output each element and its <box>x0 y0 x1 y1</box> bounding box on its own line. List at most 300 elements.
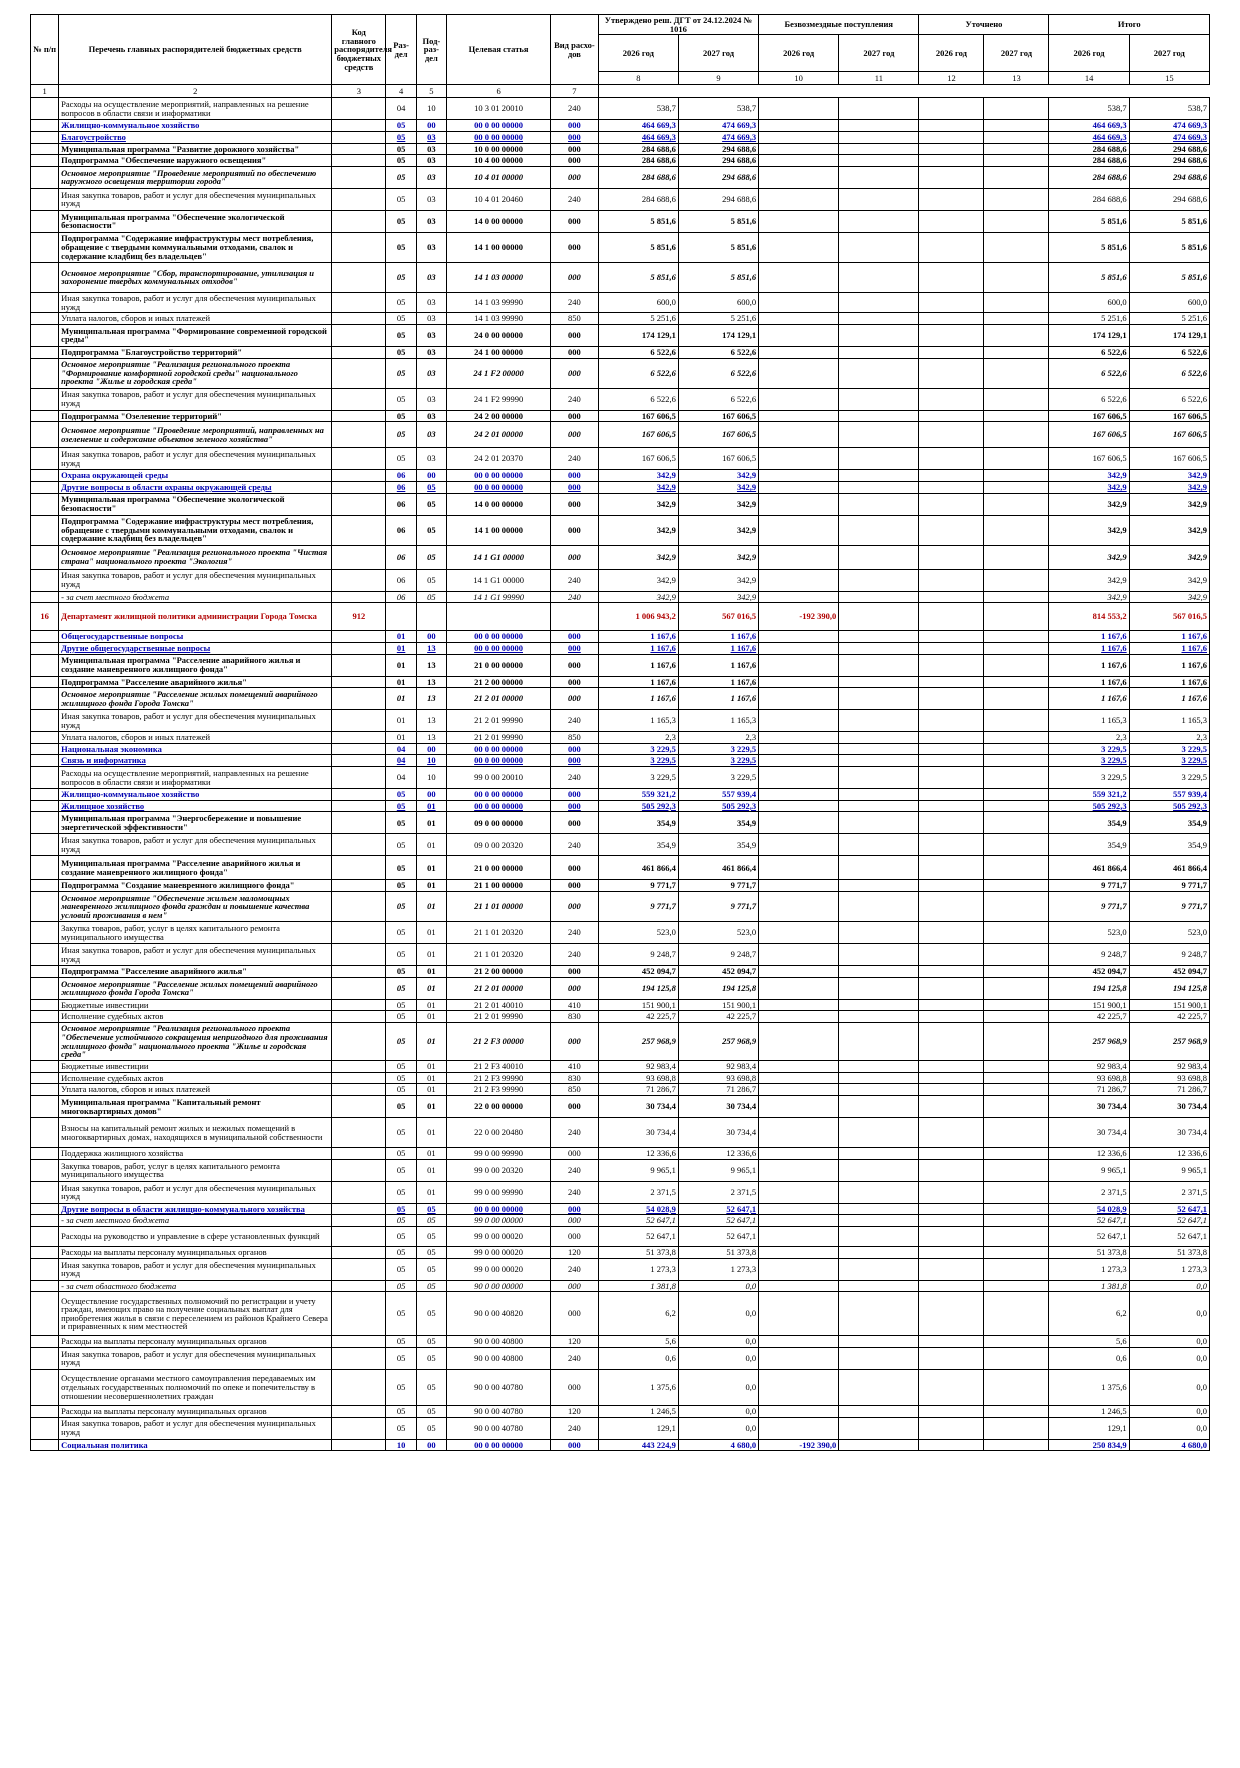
row-number <box>31 1118 59 1148</box>
row-total-2027: 342,9 <box>1129 470 1209 482</box>
row-target-article: 90 0 00 00000 <box>447 1280 551 1292</box>
row-free-2027 <box>839 1023 919 1061</box>
row-total-2027: 3 229,5 <box>1129 755 1209 767</box>
row-free-2026 <box>759 515 839 545</box>
th-group-clarified: Уточнено <box>919 15 1049 35</box>
row-clarified-2027 <box>984 834 1049 856</box>
row-podrazdel: 03 <box>416 188 446 210</box>
row-clarified-2027 <box>984 1215 1049 1227</box>
row-name: Расходы на выплаты персоналу муниципальных органов <box>59 1405 332 1417</box>
row-clarified-2026 <box>919 755 984 767</box>
row-free-2027 <box>839 922 919 944</box>
row-razdel: 05 <box>386 358 416 388</box>
row-name: Расходы на выплаты персоналу муниципальных органов <box>59 1336 332 1348</box>
row-total-2026: 6 522,6 <box>1049 346 1129 358</box>
row-total-2026: 3 229,5 <box>1049 767 1129 789</box>
document-page <box>0 14 1240 1768</box>
row-code <box>332 1096 386 1118</box>
row-code <box>332 688 386 710</box>
row-free-2026 <box>759 188 839 210</box>
row-clarified-2026 <box>919 1181 984 1203</box>
table-row <box>31 358 1210 388</box>
row-approved-2027: 1 167,6 <box>678 631 758 643</box>
row-free-2027 <box>839 732 919 744</box>
row-clarified-2027 <box>984 155 1049 167</box>
row-target-article: 21 2 F3 99990 <box>447 1072 551 1084</box>
row-approved-2027: 0,0 <box>678 1347 758 1369</box>
row-razdel: 05 <box>386 834 416 856</box>
row-total-2027: 1 273,3 <box>1129 1258 1209 1280</box>
row-number <box>31 422 59 448</box>
row-approved-2026: 51 373,8 <box>598 1247 678 1259</box>
row-clarified-2027 <box>984 688 1049 710</box>
row-name: Закупка товаров, работ, услуг в целях капитального ремонта муниципального имущества <box>59 1159 332 1181</box>
row-name: Жилищное хозяйство <box>59 800 332 812</box>
row-free-2027 <box>839 710 919 732</box>
row-razdel: 05 <box>386 1118 416 1148</box>
row-approved-2026: 52 647,1 <box>598 1227 678 1247</box>
row-clarified-2027 <box>984 1417 1049 1439</box>
row-clarified-2026 <box>919 120 984 132</box>
row-approved-2027: 174 129,1 <box>678 324 758 346</box>
row-razdel: 05 <box>386 1292 416 1336</box>
row-approved-2026: 3 229,5 <box>598 743 678 755</box>
row-target-article: 00 0 00 00000 <box>447 789 551 801</box>
row-target-article: 90 0 00 40820 <box>447 1292 551 1336</box>
row-target-article: 99 0 00 20010 <box>447 767 551 789</box>
row-expense-type: 000 <box>551 1227 599 1247</box>
row-number <box>31 1405 59 1417</box>
row-total-2026: 5,6 <box>1049 1336 1129 1348</box>
row-free-2027 <box>839 800 919 812</box>
row-code <box>332 1292 386 1336</box>
row-total-2026: 42 225,7 <box>1049 1011 1129 1023</box>
row-expense-type: 000 <box>551 410 599 422</box>
row-name: Иная закупка товаров, работ и услуг для обеспечения муниципальных нужд <box>59 834 332 856</box>
row-free-2027 <box>839 676 919 688</box>
table-row <box>31 892 1210 922</box>
row-approved-2027: 354,9 <box>678 812 758 834</box>
row-podrazdel: 03 <box>416 388 446 410</box>
table-row <box>31 977 1210 999</box>
row-number <box>31 1061 59 1073</box>
row-clarified-2026 <box>919 767 984 789</box>
row-approved-2027: 342,9 <box>678 591 758 603</box>
row-clarified-2026 <box>919 1247 984 1259</box>
row-approved-2026: 1 246,5 <box>598 1405 678 1417</box>
row-code <box>332 944 386 966</box>
row-total-2027: 42 225,7 <box>1129 1011 1209 1023</box>
table-row <box>31 1084 1210 1096</box>
row-razdel: 05 <box>386 944 416 966</box>
row-podrazdel: 05 <box>416 1369 446 1405</box>
row-podrazdel: 10 <box>416 755 446 767</box>
row-approved-2027: 167 606,5 <box>678 410 758 422</box>
row-total-2027: 5 851,6 <box>1129 210 1209 232</box>
row-free-2027 <box>839 346 919 358</box>
row-code <box>332 789 386 801</box>
row-free-2027 <box>839 743 919 755</box>
row-code <box>332 1227 386 1247</box>
row-code <box>332 812 386 834</box>
row-free-2026 <box>759 999 839 1011</box>
row-clarified-2027 <box>984 1023 1049 1061</box>
row-total-2027: 194 125,8 <box>1129 977 1209 999</box>
row-clarified-2027 <box>984 292 1049 312</box>
row-code <box>332 1280 386 1292</box>
row-free-2026 <box>759 346 839 358</box>
row-number <box>31 1148 59 1160</box>
row-clarified-2027 <box>984 324 1049 346</box>
table-row <box>31 834 1210 856</box>
row-free-2027 <box>839 1280 919 1292</box>
th-group-free: Безвозмездные поступления <box>759 15 919 35</box>
row-expense-type: 000 <box>551 880 599 892</box>
row-total-2027: 1 167,6 <box>1129 631 1209 643</box>
row-free-2027 <box>839 755 919 767</box>
row-number <box>31 1336 59 1348</box>
row-approved-2026: 5 851,6 <box>598 262 678 292</box>
row-target-article: 00 0 00 00000 <box>447 470 551 482</box>
row-target-article: 99 0 00 20320 <box>447 1159 551 1181</box>
row-free-2027 <box>839 591 919 603</box>
row-code <box>332 1023 386 1061</box>
row-free-2026 <box>759 1061 839 1073</box>
row-number <box>31 966 59 978</box>
row-approved-2026: 167 606,5 <box>598 410 678 422</box>
row-podrazdel: 05 <box>416 569 446 591</box>
row-total-2026: 194 125,8 <box>1049 977 1129 999</box>
row-expense-type: 000 <box>551 324 599 346</box>
row-total-2026: 0,6 <box>1049 1347 1129 1369</box>
row-clarified-2027 <box>984 1148 1049 1160</box>
colnum-8: 8 <box>598 72 678 85</box>
row-name: Расходы на выплаты персоналу муниципальных органов <box>59 1247 332 1259</box>
table-row <box>31 1369 1210 1405</box>
row-target-article: 24 0 00 00000 <box>447 324 551 346</box>
row-free-2026 <box>759 1280 839 1292</box>
row-clarified-2026 <box>919 313 984 325</box>
row-name: Муниципальная программа "Обеспечение экологической безопасности" <box>59 493 332 515</box>
row-razdel: 05 <box>386 1417 416 1439</box>
row-approved-2026: 194 125,8 <box>598 977 678 999</box>
row-expense-type: 000 <box>551 755 599 767</box>
row-approved-2026: 6 522,6 <box>598 388 678 410</box>
row-clarified-2026 <box>919 591 984 603</box>
row-razdel: 05 <box>386 1369 416 1405</box>
row-free-2026 <box>759 977 839 999</box>
row-podrazdel: 01 <box>416 1148 446 1160</box>
row-podrazdel: 13 <box>416 688 446 710</box>
row-clarified-2026 <box>919 545 984 569</box>
row-podrazdel: 05 <box>416 591 446 603</box>
row-approved-2027: 1 165,3 <box>678 710 758 732</box>
row-approved-2027: 523,0 <box>678 922 758 944</box>
row-free-2026 <box>759 631 839 643</box>
row-clarified-2027 <box>984 999 1049 1011</box>
row-total-2026: 5 851,6 <box>1049 210 1129 232</box>
row-free-2027 <box>839 966 919 978</box>
row-total-2027: 51 373,8 <box>1129 1247 1209 1259</box>
row-clarified-2027 <box>984 767 1049 789</box>
row-code <box>332 262 386 292</box>
row-total-2027: 6 522,6 <box>1129 388 1209 410</box>
row-expense-type: 830 <box>551 1072 599 1084</box>
row-expense-type: 240 <box>551 944 599 966</box>
row-expense-type: 000 <box>551 232 599 262</box>
row-clarified-2027 <box>984 131 1049 143</box>
row-code <box>332 313 386 325</box>
row-approved-2027: 5 851,6 <box>678 210 758 232</box>
row-clarified-2026 <box>919 232 984 262</box>
row-approved-2027: 5 851,6 <box>678 262 758 292</box>
row-name: Жилищно-коммунальное хозяйство <box>59 120 332 132</box>
row-target-article: 14 1 03 00000 <box>447 262 551 292</box>
row-free-2026 <box>759 1215 839 1227</box>
row-total-2026: 284 688,6 <box>1049 188 1129 210</box>
row-number <box>31 880 59 892</box>
row-total-2027: 4 680,0 <box>1129 1439 1209 1451</box>
row-total-2026: 2 371,5 <box>1049 1181 1129 1203</box>
row-approved-2027: 557 939,4 <box>678 789 758 801</box>
row-expense-type: 000 <box>551 131 599 143</box>
table-row <box>31 732 1210 744</box>
row-code <box>332 143 386 155</box>
row-clarified-2026 <box>919 1084 984 1096</box>
row-total-2026: 505 292,3 <box>1049 800 1129 812</box>
row-name: - за счет местного бюджета <box>59 591 332 603</box>
budget-table <box>30 14 1210 1451</box>
row-total-2027: 30 734,4 <box>1129 1118 1209 1148</box>
row-number <box>31 1096 59 1118</box>
row-podrazdel: 03 <box>416 166 446 188</box>
row-total-2027: 167 606,5 <box>1129 410 1209 422</box>
row-clarified-2027 <box>984 1181 1049 1203</box>
row-target-article: 14 0 00 00000 <box>447 210 551 232</box>
row-code <box>332 493 386 515</box>
row-approved-2026: 443 224,9 <box>598 1439 678 1451</box>
row-razdel <box>386 603 416 631</box>
row-number <box>31 800 59 812</box>
row-number <box>31 481 59 493</box>
row-clarified-2027 <box>984 800 1049 812</box>
row-approved-2027: 342,9 <box>678 481 758 493</box>
th-approved-2026: 2026 год <box>598 35 678 72</box>
row-name: Муниципальная программа "Капитальный ремонт многоквартирных домов" <box>59 1096 332 1118</box>
table-row <box>31 470 1210 482</box>
row-total-2027: 93 698,8 <box>1129 1072 1209 1084</box>
row-approved-2027: 342,9 <box>678 493 758 515</box>
row-clarified-2026 <box>919 892 984 922</box>
row-expense-type: 240 <box>551 1181 599 1203</box>
row-free-2027 <box>839 1203 919 1215</box>
th-clarified-2026: 2026 год <box>919 35 984 72</box>
row-clarified-2026 <box>919 1215 984 1227</box>
row-code <box>332 210 386 232</box>
row-code <box>332 1148 386 1160</box>
table-row <box>31 1417 1210 1439</box>
row-free-2027 <box>839 856 919 880</box>
row-razdel: 05 <box>386 1203 416 1215</box>
row-total-2027: 294 688,6 <box>1129 155 1209 167</box>
row-code <box>332 1347 386 1369</box>
row-expense-type: 240 <box>551 922 599 944</box>
row-razdel: 06 <box>386 493 416 515</box>
row-free-2027 <box>839 210 919 232</box>
row-code <box>332 358 386 388</box>
row-approved-2027: 567 016,5 <box>678 603 758 631</box>
row-total-2027: 5 251,6 <box>1129 313 1209 325</box>
row-free-2026 <box>759 800 839 812</box>
row-total-2027: 505 292,3 <box>1129 800 1209 812</box>
row-free-2026 <box>759 1181 839 1203</box>
row-name: Подпрограмма "Создание маневренного жилищного фонда" <box>59 880 332 892</box>
row-free-2027 <box>839 688 919 710</box>
row-podrazdel: 10 <box>416 98 446 120</box>
row-code <box>332 1258 386 1280</box>
row-clarified-2026 <box>919 481 984 493</box>
row-code <box>332 880 386 892</box>
row-clarified-2026 <box>919 732 984 744</box>
row-clarified-2027 <box>984 966 1049 978</box>
row-podrazdel: 13 <box>416 642 446 654</box>
row-expense-type: 120 <box>551 1247 599 1259</box>
row-number <box>31 166 59 188</box>
table-row <box>31 1347 1210 1369</box>
row-expense-type: 120 <box>551 1405 599 1417</box>
row-free-2026 <box>759 481 839 493</box>
row-expense-type: 000 <box>551 676 599 688</box>
th-total-2027: 2027 год <box>1129 35 1209 72</box>
row-free-2027 <box>839 1292 919 1336</box>
table-row <box>31 493 1210 515</box>
table-row <box>31 1072 1210 1084</box>
table-row <box>31 388 1210 410</box>
row-total-2026: 538,7 <box>1049 98 1129 120</box>
colnum-4: 4 <box>386 85 416 98</box>
row-clarified-2026 <box>919 143 984 155</box>
row-free-2026 <box>759 98 839 120</box>
row-clarified-2026 <box>919 131 984 143</box>
row-name: Социальная политика <box>59 1439 332 1451</box>
row-approved-2027: 3 229,5 <box>678 767 758 789</box>
row-free-2027 <box>839 1072 919 1084</box>
row-clarified-2027 <box>984 346 1049 358</box>
row-free-2026 <box>759 470 839 482</box>
row-podrazdel: 05 <box>416 1203 446 1215</box>
row-number <box>31 1280 59 1292</box>
row-podrazdel: 01 <box>416 812 446 834</box>
table-row <box>31 800 1210 812</box>
row-clarified-2027 <box>984 591 1049 603</box>
table-row <box>31 324 1210 346</box>
row-razdel: 05 <box>386 880 416 892</box>
row-total-2026: 257 968,9 <box>1049 1023 1129 1061</box>
row-clarified-2026 <box>919 688 984 710</box>
row-free-2026 <box>759 1347 839 1369</box>
row-clarified-2027 <box>984 880 1049 892</box>
row-free-2027 <box>839 631 919 643</box>
row-name: Поддержка жилищного хозяйства <box>59 1148 332 1160</box>
row-clarified-2027 <box>984 422 1049 448</box>
row-free-2027 <box>839 1061 919 1073</box>
row-approved-2026: 167 606,5 <box>598 448 678 470</box>
row-free-2026 <box>759 410 839 422</box>
row-podrazdel: 00 <box>416 789 446 801</box>
row-total-2026: 92 983,4 <box>1049 1061 1129 1073</box>
row-free-2026 <box>759 232 839 262</box>
colnum-13: 13 <box>984 72 1049 85</box>
row-expense-type: 000 <box>551 120 599 132</box>
row-name: - за счет областного бюджета <box>59 1280 332 1292</box>
row-total-2026: 5 251,6 <box>1049 313 1129 325</box>
row-razdel: 05 <box>386 262 416 292</box>
row-free-2026 <box>759 1159 839 1181</box>
table-row <box>31 210 1210 232</box>
row-name: Подпрограмма "Содержание инфраструктуры мест потребления, обращение с твердыми коммунальными отходами, свалок и содержание кладбищ без владельцев" <box>59 515 332 545</box>
row-name: Иная закупка товаров, работ и услуг для обеспечения муниципальных нужд <box>59 448 332 470</box>
row-razdel: 04 <box>386 98 416 120</box>
row-total-2027: 0,0 <box>1129 1405 1209 1417</box>
row-clarified-2027 <box>984 603 1049 631</box>
row-expense-type: 850 <box>551 1084 599 1096</box>
row-clarified-2026 <box>919 789 984 801</box>
row-approved-2026: 284 688,6 <box>598 143 678 155</box>
row-total-2027: 3 229,5 <box>1129 767 1209 789</box>
row-podrazdel: 01 <box>416 977 446 999</box>
row-total-2027: 342,9 <box>1129 481 1209 493</box>
row-free-2026 <box>759 642 839 654</box>
table-row <box>31 676 1210 688</box>
row-podrazdel: 03 <box>416 143 446 155</box>
row-clarified-2026 <box>919 977 984 999</box>
row-free-2027 <box>839 410 919 422</box>
row-free-2026 <box>759 688 839 710</box>
row-razdel: 05 <box>386 188 416 210</box>
th-target-article: Целевая статья <box>447 15 551 85</box>
row-free-2026 <box>759 1203 839 1215</box>
table-row <box>31 1439 1210 1451</box>
row-razdel: 05 <box>386 1247 416 1259</box>
row-free-2026 <box>759 569 839 591</box>
row-total-2027: 2 371,5 <box>1129 1181 1209 1203</box>
row-code <box>332 1439 386 1451</box>
row-approved-2027: 42 225,7 <box>678 1011 758 1023</box>
row-total-2026: 71 286,7 <box>1049 1084 1129 1096</box>
row-clarified-2026 <box>919 1096 984 1118</box>
row-number <box>31 569 59 591</box>
table-row <box>31 1096 1210 1118</box>
row-razdel: 05 <box>386 812 416 834</box>
row-number <box>31 545 59 569</box>
row-target-article: 90 0 00 40780 <box>447 1405 551 1417</box>
row-razdel: 06 <box>386 481 416 493</box>
row-free-2026 <box>759 210 839 232</box>
table-row <box>31 1011 1210 1023</box>
row-name: Иная закупка товаров, работ и услуг для обеспечения муниципальных нужд <box>59 944 332 966</box>
row-clarified-2026 <box>919 262 984 292</box>
row-approved-2027: 600,0 <box>678 292 758 312</box>
row-code <box>332 1203 386 1215</box>
row-razdel: 05 <box>386 1227 416 1247</box>
row-approved-2027: 151 900,1 <box>678 999 758 1011</box>
row-approved-2026: 6,2 <box>598 1292 678 1336</box>
row-number <box>31 1439 59 1451</box>
row-clarified-2027 <box>984 410 1049 422</box>
row-code <box>332 346 386 358</box>
row-approved-2027: 9 248,7 <box>678 944 758 966</box>
row-total-2026: 1 246,5 <box>1049 1405 1129 1417</box>
